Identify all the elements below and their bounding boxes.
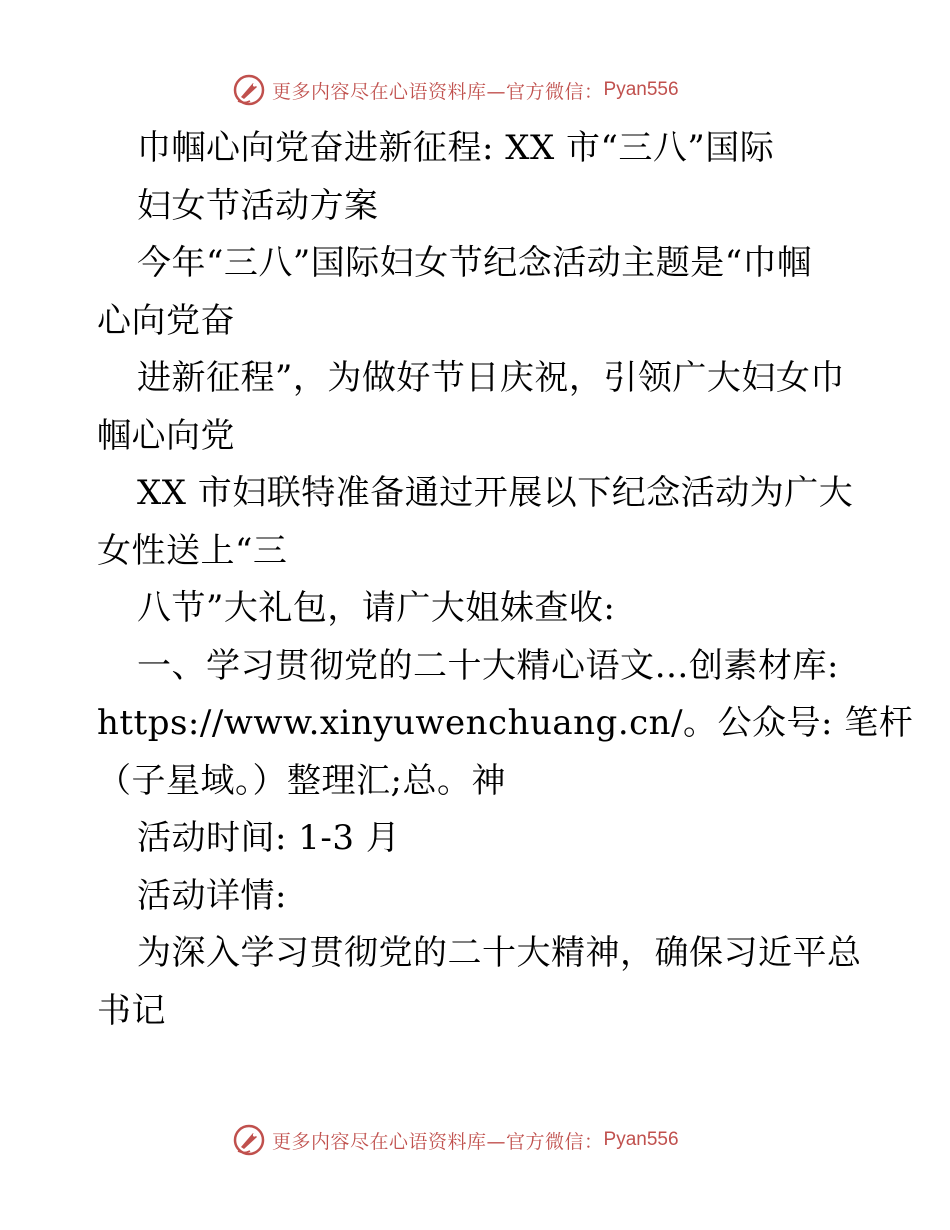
watermark-text: 更多内容尽在心语资料库—官方微信： [272,80,604,103]
text-line: 一、学习贯彻党的二十大精心语文…创素材库: [137,645,839,686]
pen-nib-logo-icon [232,73,266,107]
text-line: XX 市妇联特准备通过开展以下纪念活动为广大 [137,473,854,513]
text-line: 今年“三八”国际妇女节纪念活动主题是“巾帼 [137,243,812,283]
text-line: 为深入学习贯彻党的二十大精神，确保习近平总 [137,933,862,973]
text-line: 活动时间: 1-3 月 [137,818,401,858]
text-line: 活动详情: [137,875,287,916]
text-line: 书记 [97,990,166,1031]
text-line: 妇女节活动方案 [137,185,379,226]
document-body [97,120,914,1040]
url-line: https://www.xinyuwenchuang.cn/。公众号: 笔杆 [97,703,914,743]
text-line: 巾帼心向党奋进新征程: XX 市“三八”国际 [137,128,775,168]
text-line: 进新征程”，为做好节日庆祝，引领广大妇女巾 [137,358,845,398]
watermark-text: 更多内容尽在心语资料库—官方微信： [272,1130,604,1153]
pen-nib-logo-icon [232,1123,266,1157]
footer-watermark [232,1120,679,1160]
text-line: 女性送上“三 [97,530,288,571]
header-watermark [232,70,679,110]
text-line: 八节”大礼包，请广大姐妹查收: [137,588,616,628]
text-line: 帼心向党 [97,415,235,456]
text-line: （子星域。）整理汇;总。神 [97,760,506,801]
text-line: 心向党奋 [97,300,235,341]
watermark-account: Pyan556 [603,79,679,100]
watermark-account: Pyan556 [603,1129,679,1150]
